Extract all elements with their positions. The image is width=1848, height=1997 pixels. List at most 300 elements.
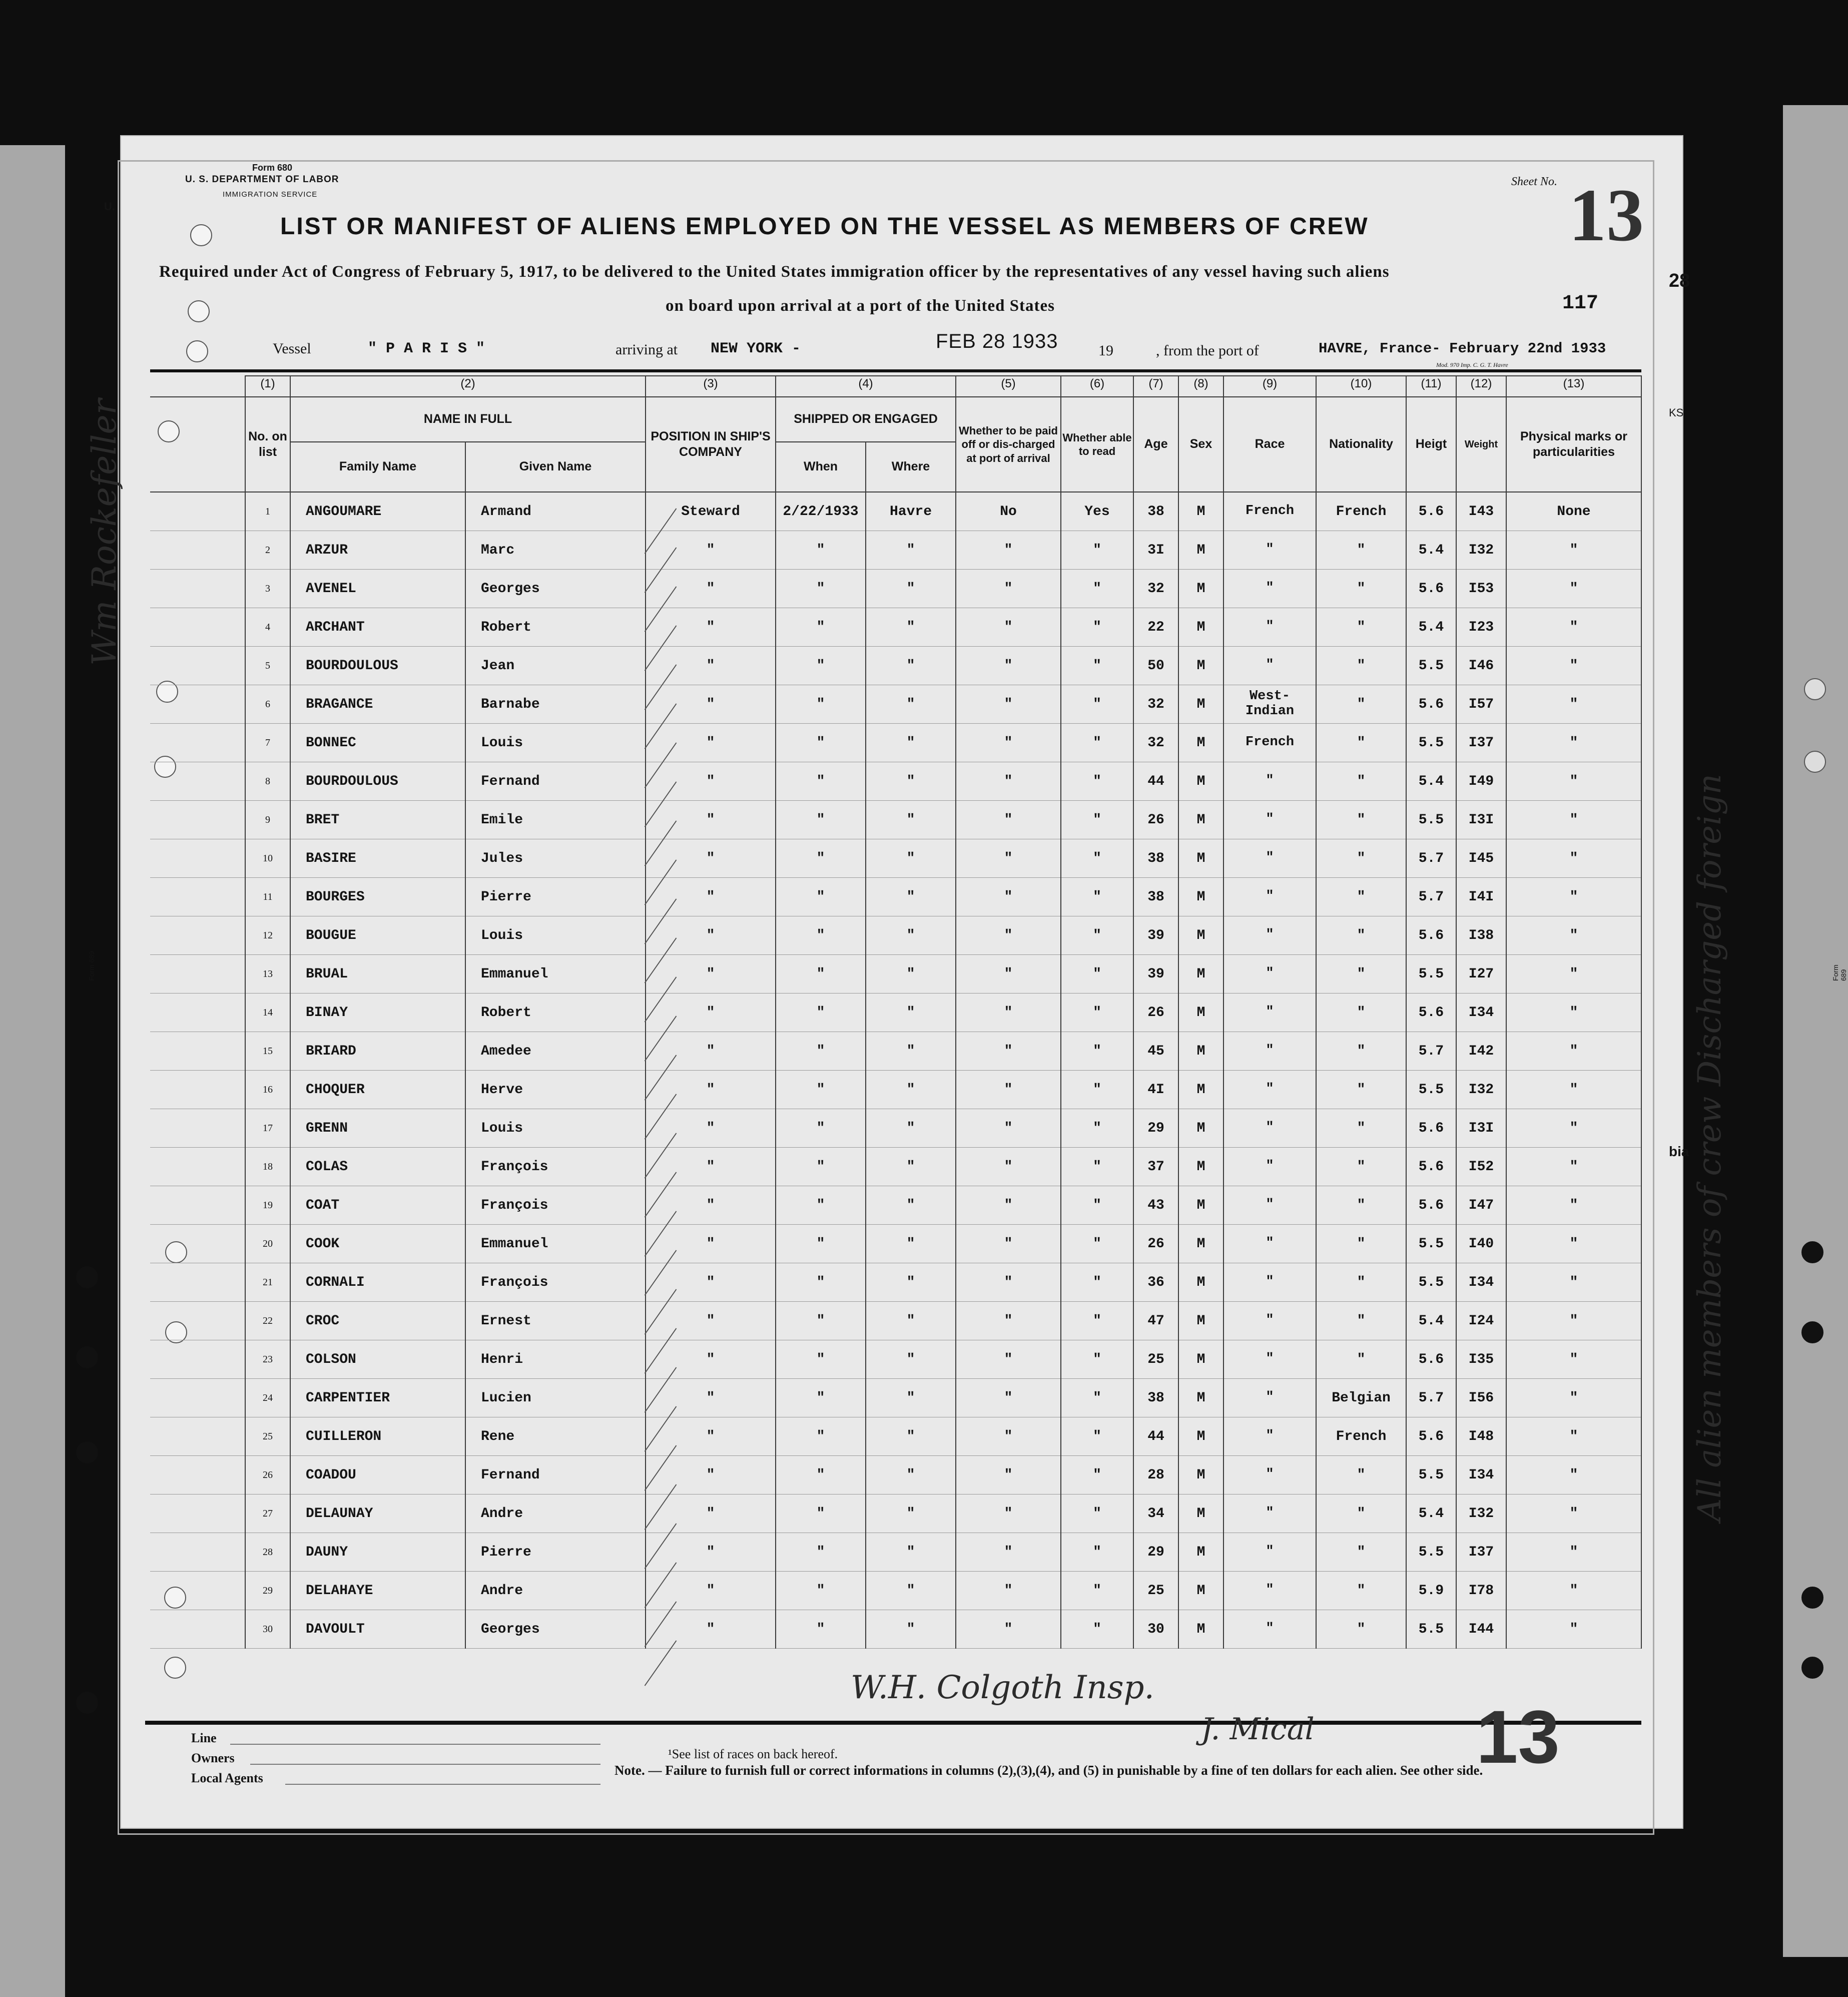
row-number: 9 bbox=[245, 801, 290, 839]
position-cell: " bbox=[646, 531, 776, 570]
family-name-cell: BRET bbox=[290, 801, 465, 839]
nationality-cell: " bbox=[1316, 724, 1406, 762]
able-to-read-cell: " bbox=[1061, 1494, 1133, 1533]
shipped-when-cell: " bbox=[776, 955, 866, 993]
table-row bbox=[150, 1610, 1641, 1649]
column-number: (4) bbox=[776, 376, 956, 397]
blank-margin-cell bbox=[150, 1533, 245, 1572]
header-where: Where bbox=[866, 442, 956, 492]
race-cell: West- Indian bbox=[1223, 685, 1316, 724]
sex-cell: M bbox=[1178, 1572, 1223, 1610]
physical-marks-cell: " bbox=[1506, 955, 1641, 993]
given-name-cell: Armand bbox=[465, 492, 646, 531]
sex-cell: M bbox=[1178, 1417, 1223, 1456]
shipped-when-cell: " bbox=[776, 1109, 866, 1148]
table-row bbox=[150, 1340, 1641, 1379]
weight-cell: I32 bbox=[1456, 531, 1506, 570]
page-count: 117 bbox=[1562, 292, 1599, 315]
position-cell: " bbox=[646, 1572, 776, 1610]
family-name-cell: COLSON bbox=[290, 1340, 465, 1379]
table-row bbox=[150, 1109, 1641, 1148]
paid-off-cell: " bbox=[956, 1225, 1061, 1263]
row-number: 8 bbox=[245, 762, 290, 801]
table-row bbox=[150, 608, 1641, 647]
weight-cell: I23 bbox=[1456, 608, 1506, 647]
header-able-to-read: Whether able to read bbox=[1061, 397, 1133, 492]
age-cell: 39 bbox=[1133, 916, 1178, 955]
blank-margin-cell bbox=[150, 1417, 245, 1456]
height-cell: 5.4 bbox=[1406, 762, 1456, 801]
header-paid-off: Whether to be paid off or dis-charged at port of arrival bbox=[956, 397, 1061, 492]
sex-cell: M bbox=[1178, 1225, 1223, 1263]
paid-off-cell: " bbox=[956, 685, 1061, 724]
row-number: 22 bbox=[245, 1302, 290, 1340]
shipped-when-cell: " bbox=[776, 1071, 866, 1109]
header-no-on-list: No. on list bbox=[245, 397, 290, 492]
column-number: (7) bbox=[1133, 376, 1178, 397]
arriving-port: NEW YORK - bbox=[711, 340, 801, 357]
shipped-when-cell: " bbox=[776, 1225, 866, 1263]
weight-cell: I35 bbox=[1456, 1340, 1506, 1379]
paid-off-cell: " bbox=[956, 608, 1061, 647]
nationality-cell: " bbox=[1316, 1263, 1406, 1302]
age-cell: 3I bbox=[1133, 531, 1178, 570]
from-port-label: , from the port of bbox=[1156, 342, 1259, 359]
able-to-read-cell: " bbox=[1061, 1340, 1133, 1379]
row-number: 12 bbox=[245, 916, 290, 955]
given-name-cell: Emmanuel bbox=[465, 1225, 646, 1263]
paid-off-cell: " bbox=[956, 1572, 1061, 1610]
row-number: 4 bbox=[245, 608, 290, 647]
able-to-read-cell: " bbox=[1061, 1456, 1133, 1494]
paid-off-cell: " bbox=[956, 801, 1061, 839]
able-to-read-cell: " bbox=[1061, 685, 1133, 724]
position-cell: " bbox=[646, 685, 776, 724]
weight-cell: I56 bbox=[1456, 1379, 1506, 1417]
able-to-read-cell: " bbox=[1061, 1610, 1133, 1649]
adjacent-page-right bbox=[1783, 105, 1848, 1957]
blank-margin-cell bbox=[150, 685, 245, 724]
nationality-cell: " bbox=[1316, 608, 1406, 647]
table-row bbox=[150, 1494, 1641, 1533]
shipped-when-cell: " bbox=[776, 801, 866, 839]
height-cell: 5.5 bbox=[1406, 1263, 1456, 1302]
owners-field bbox=[250, 1764, 600, 1765]
shipped-when-cell: " bbox=[776, 1148, 866, 1186]
table-row bbox=[150, 878, 1641, 916]
header-age: Age bbox=[1133, 397, 1178, 492]
shipped-where-cell: " bbox=[866, 955, 956, 993]
family-name-cell: AVENEL bbox=[290, 570, 465, 608]
weight-cell: I47 bbox=[1456, 1186, 1506, 1225]
able-to-read-cell: " bbox=[1061, 1071, 1133, 1109]
given-name-cell: Georges bbox=[465, 570, 646, 608]
table-row bbox=[150, 839, 1641, 878]
shipped-when-cell: " bbox=[776, 1494, 866, 1533]
nationality-cell: " bbox=[1316, 993, 1406, 1032]
blank-margin-cell bbox=[150, 570, 245, 608]
sex-cell: M bbox=[1178, 1533, 1223, 1572]
given-name-cell: François bbox=[465, 1263, 646, 1302]
position-cell: " bbox=[646, 1032, 776, 1071]
blank-margin-cell bbox=[150, 1186, 245, 1225]
given-name-cell: Amedee bbox=[465, 1032, 646, 1071]
position-cell: " bbox=[646, 1225, 776, 1263]
paid-off-cell: No bbox=[956, 492, 1061, 531]
family-name-cell: DELAUNAY bbox=[290, 1494, 465, 1533]
inspector-signature: W.H. Colgoth Insp. bbox=[851, 1669, 1154, 1706]
race-cell: " bbox=[1223, 570, 1316, 608]
shipped-when-cell: " bbox=[776, 1302, 866, 1340]
shipped-where-cell: " bbox=[866, 878, 956, 916]
column-number: (13) bbox=[1506, 376, 1641, 397]
nationality-cell: " bbox=[1316, 839, 1406, 878]
able-to-read-cell: " bbox=[1061, 531, 1133, 570]
given-name-cell: Pierre bbox=[465, 878, 646, 916]
manifest-title: LIST OR MANIFEST OF ALIENS EMPLOYED ON THE VESSEL AS MEMBERS OF CREW bbox=[280, 213, 1369, 240]
line-label: Line bbox=[191, 1731, 217, 1745]
paid-off-cell: " bbox=[956, 878, 1061, 916]
family-name-cell: DAUNY bbox=[290, 1533, 465, 1572]
shipped-where-cell: " bbox=[866, 608, 956, 647]
sheet-number: 13 bbox=[1569, 174, 1644, 257]
race-cell: " bbox=[1223, 839, 1316, 878]
paid-off-cell: " bbox=[956, 1071, 1061, 1109]
shipped-where-cell: " bbox=[866, 1610, 956, 1649]
physical-marks-cell: " bbox=[1506, 685, 1641, 724]
height-cell: 5.5 bbox=[1406, 1071, 1456, 1109]
weight-cell: I3I bbox=[1456, 801, 1506, 839]
nationality-cell: " bbox=[1316, 1302, 1406, 1340]
sex-cell: M bbox=[1178, 570, 1223, 608]
family-name-cell: DELAHAYE bbox=[290, 1572, 465, 1610]
height-cell: 5.6 bbox=[1406, 1148, 1456, 1186]
age-cell: 30 bbox=[1133, 1610, 1178, 1649]
row-number: 16 bbox=[245, 1071, 290, 1109]
physical-marks-cell: " bbox=[1506, 1186, 1641, 1225]
height-cell: 5.5 bbox=[1406, 1225, 1456, 1263]
shipped-when-cell: " bbox=[776, 647, 866, 685]
row-number: 11 bbox=[245, 878, 290, 916]
age-cell: 4I bbox=[1133, 1071, 1178, 1109]
age-cell: 32 bbox=[1133, 685, 1178, 724]
nationality-cell: " bbox=[1316, 1186, 1406, 1225]
nationality-cell: " bbox=[1316, 1071, 1406, 1109]
blank-margin-cell bbox=[150, 1456, 245, 1494]
height-cell: 5.5 bbox=[1406, 724, 1456, 762]
column-number: (12) bbox=[1456, 376, 1506, 397]
table-row bbox=[150, 1148, 1641, 1186]
height-cell: 5.5 bbox=[1406, 1610, 1456, 1649]
age-cell: 32 bbox=[1133, 724, 1178, 762]
blank-margin-cell bbox=[150, 1572, 245, 1610]
shipped-where-cell: " bbox=[866, 1302, 956, 1340]
blank-margin-cell bbox=[150, 801, 245, 839]
height-cell: 5.4 bbox=[1406, 1494, 1456, 1533]
able-to-read-cell: " bbox=[1061, 570, 1133, 608]
column-number: (8) bbox=[1178, 376, 1223, 397]
sex-cell: M bbox=[1178, 1109, 1223, 1148]
physical-marks-cell: " bbox=[1506, 839, 1641, 878]
shipped-when-cell: " bbox=[776, 916, 866, 955]
family-name-cell: CHOQUER bbox=[290, 1071, 465, 1109]
paid-off-cell: " bbox=[956, 570, 1061, 608]
table-row bbox=[150, 1071, 1641, 1109]
race-cell: " bbox=[1223, 1109, 1316, 1148]
given-name-cell: Jules bbox=[465, 839, 646, 878]
paid-off-cell: " bbox=[956, 1263, 1061, 1302]
physical-marks-cell: " bbox=[1506, 878, 1641, 916]
blank-margin-cell bbox=[150, 1379, 245, 1417]
blank-margin-cell bbox=[150, 1610, 245, 1649]
able-to-read-cell: " bbox=[1061, 608, 1133, 647]
table-row bbox=[150, 1572, 1641, 1610]
height-cell: 5.5 bbox=[1406, 801, 1456, 839]
position-cell: " bbox=[646, 1533, 776, 1572]
blank-margin-cell bbox=[150, 531, 245, 570]
weight-cell: I78 bbox=[1456, 1572, 1506, 1610]
able-to-read-cell: " bbox=[1061, 801, 1133, 839]
shipped-when-cell: " bbox=[776, 1186, 866, 1225]
sex-cell: M bbox=[1178, 1494, 1223, 1533]
weight-cell: I40 bbox=[1456, 1225, 1506, 1263]
sex-cell: M bbox=[1178, 1032, 1223, 1071]
physical-marks-cell: " bbox=[1506, 1263, 1641, 1302]
given-name-cell: Rene bbox=[465, 1417, 646, 1456]
header-rule bbox=[150, 369, 1641, 372]
sheet-label: Sheet No. bbox=[1511, 175, 1557, 188]
race-cell: " bbox=[1223, 762, 1316, 801]
shipped-when-cell: " bbox=[776, 1417, 866, 1456]
nationality-cell: " bbox=[1316, 1533, 1406, 1572]
nationality-cell: " bbox=[1316, 1225, 1406, 1263]
physical-marks-cell: " bbox=[1506, 570, 1641, 608]
race-cell: French bbox=[1223, 724, 1316, 762]
position-cell: " bbox=[646, 724, 776, 762]
race-cell: " bbox=[1223, 878, 1316, 916]
weight-cell: I34 bbox=[1456, 993, 1506, 1032]
right-page-fragment: 28 bbox=[1669, 270, 1690, 291]
family-name-cell: BRAGANCE bbox=[290, 685, 465, 724]
sex-cell: M bbox=[1178, 878, 1223, 916]
weight-cell: I42 bbox=[1456, 1032, 1506, 1071]
physical-marks-cell: " bbox=[1506, 1494, 1641, 1533]
paid-off-cell: " bbox=[956, 1610, 1061, 1649]
departure-port-date: HAVRE, France- February 22nd 1933 bbox=[1319, 340, 1606, 357]
age-cell: 39 bbox=[1133, 955, 1178, 993]
race-cell: " bbox=[1223, 1186, 1316, 1225]
nationality-cell: " bbox=[1316, 570, 1406, 608]
physical-marks-cell: " bbox=[1506, 1302, 1641, 1340]
punch-hole bbox=[1801, 1321, 1823, 1343]
given-name-cell: Emmanuel bbox=[465, 955, 646, 993]
position-cell: " bbox=[646, 1186, 776, 1225]
header-race: Race bbox=[1223, 397, 1316, 492]
position-cell: " bbox=[646, 647, 776, 685]
column-number: (5) bbox=[956, 376, 1061, 397]
shipped-when-cell: " bbox=[776, 685, 866, 724]
shipped-where-cell: " bbox=[866, 1186, 956, 1225]
height-cell: 5.5 bbox=[1406, 955, 1456, 993]
row-number: 21 bbox=[245, 1263, 290, 1302]
age-cell: 29 bbox=[1133, 1533, 1178, 1572]
sex-cell: M bbox=[1178, 801, 1223, 839]
weight-cell: I27 bbox=[1456, 955, 1506, 993]
height-cell: 5.4 bbox=[1406, 608, 1456, 647]
family-name-cell: BASIRE bbox=[290, 839, 465, 878]
row-number: 28 bbox=[245, 1533, 290, 1572]
able-to-read-cell: " bbox=[1061, 839, 1133, 878]
punch-hole bbox=[76, 1692, 98, 1714]
row-number: 23 bbox=[245, 1340, 290, 1379]
paid-off-cell: " bbox=[956, 1032, 1061, 1071]
service-name: IMMIGRATION SERVICE bbox=[223, 190, 318, 199]
given-name-cell: Ernest bbox=[465, 1302, 646, 1340]
nationality-cell: French bbox=[1316, 1417, 1406, 1456]
blank-margin-cell bbox=[150, 492, 245, 531]
able-to-read-cell: " bbox=[1061, 724, 1133, 762]
height-cell: 5.6 bbox=[1406, 1340, 1456, 1379]
owners-label: Owners bbox=[191, 1751, 235, 1765]
paid-off-cell: " bbox=[956, 916, 1061, 955]
sex-cell: M bbox=[1178, 839, 1223, 878]
arrival-date-stamp: FEB 28 1933 bbox=[936, 330, 1058, 352]
margin-note-left: Wm Rockefeller bbox=[85, 398, 124, 666]
paid-off-cell: " bbox=[956, 1109, 1061, 1148]
physical-marks-cell: " bbox=[1506, 1417, 1641, 1456]
age-cell: 50 bbox=[1133, 647, 1178, 685]
table-row bbox=[150, 1456, 1641, 1494]
nationality-cell: Belgian bbox=[1316, 1379, 1406, 1417]
blank-margin-cell bbox=[150, 1302, 245, 1340]
position-cell: " bbox=[646, 762, 776, 801]
given-name-cell: Louis bbox=[465, 1109, 646, 1148]
arriving-label: arriving at bbox=[615, 341, 678, 358]
column-number: (1) bbox=[245, 376, 290, 397]
paid-off-cell: " bbox=[956, 1379, 1061, 1417]
family-name-cell: BOURDOULOUS bbox=[290, 762, 465, 801]
family-name-cell: BOURGES bbox=[290, 878, 465, 916]
shipped-where-cell: " bbox=[866, 1109, 956, 1148]
department-name: U. S. DEPARTMENT OF LABOR bbox=[185, 174, 339, 185]
physical-marks-cell: " bbox=[1506, 762, 1641, 801]
family-name-cell: BINAY bbox=[290, 993, 465, 1032]
shipped-when-cell: " bbox=[776, 1456, 866, 1494]
position-cell: " bbox=[646, 1610, 776, 1649]
sex-cell: M bbox=[1178, 685, 1223, 724]
sex-cell: M bbox=[1178, 993, 1223, 1032]
row-number: 20 bbox=[245, 1225, 290, 1263]
family-name-cell: CROC bbox=[290, 1302, 465, 1340]
shipped-where-cell: " bbox=[866, 1494, 956, 1533]
position-cell: " bbox=[646, 916, 776, 955]
family-name-cell: BRUAL bbox=[290, 955, 465, 993]
blank-margin-cell bbox=[150, 608, 245, 647]
weight-cell: I32 bbox=[1456, 1494, 1506, 1533]
physical-marks-cell: " bbox=[1506, 1109, 1641, 1148]
physical-marks-cell: " bbox=[1506, 608, 1641, 647]
race-cell: " bbox=[1223, 1340, 1316, 1379]
age-cell: 45 bbox=[1133, 1032, 1178, 1071]
height-cell: 5.6 bbox=[1406, 1417, 1456, 1456]
shipped-where-cell: " bbox=[866, 1572, 956, 1610]
right-page-fragment: KS bbox=[1669, 406, 1684, 419]
sex-cell: M bbox=[1178, 531, 1223, 570]
race-cell: " bbox=[1223, 531, 1316, 570]
position-cell: " bbox=[646, 955, 776, 993]
physical-marks-cell: " bbox=[1506, 647, 1641, 685]
blank-margin-cell bbox=[150, 1263, 245, 1302]
able-to-read-cell: " bbox=[1061, 878, 1133, 916]
row-number: 18 bbox=[245, 1148, 290, 1186]
height-cell: 5.6 bbox=[1406, 1186, 1456, 1225]
paid-off-cell: " bbox=[956, 1533, 1061, 1572]
weight-cell: I32 bbox=[1456, 1071, 1506, 1109]
position-cell: " bbox=[646, 878, 776, 916]
weight-cell: I53 bbox=[1456, 570, 1506, 608]
row-number: 10 bbox=[245, 839, 290, 878]
blank-margin-cell bbox=[150, 916, 245, 955]
height-cell: 5.5 bbox=[1406, 647, 1456, 685]
sex-cell: M bbox=[1178, 608, 1223, 647]
nationality-cell: " bbox=[1316, 1109, 1406, 1148]
weight-cell: I37 bbox=[1456, 1533, 1506, 1572]
sex-cell: M bbox=[1178, 1456, 1223, 1494]
position-cell: " bbox=[646, 1340, 776, 1379]
header-shipped-or-engaged: SHIPPED OR ENGAGED bbox=[776, 397, 956, 442]
paid-off-cell: " bbox=[956, 1302, 1061, 1340]
blank-margin-cell bbox=[150, 1071, 245, 1109]
column-number: (3) bbox=[646, 376, 776, 397]
family-name-cell: COOK bbox=[290, 1225, 465, 1263]
nationality-cell: " bbox=[1316, 685, 1406, 724]
local-agents-field bbox=[285, 1784, 600, 1785]
able-to-read-cell: " bbox=[1061, 1109, 1133, 1148]
given-name-cell: Fernand bbox=[465, 762, 646, 801]
punch-hole bbox=[1801, 1657, 1823, 1679]
able-to-read-cell: " bbox=[1061, 1263, 1133, 1302]
header-height: Heigt bbox=[1406, 397, 1456, 492]
shipped-where-cell: " bbox=[866, 762, 956, 801]
race-cell: " bbox=[1223, 955, 1316, 993]
position-cell: " bbox=[646, 1302, 776, 1340]
given-name-cell: Jean bbox=[465, 647, 646, 685]
family-name-cell: DAVOULT bbox=[290, 1610, 465, 1649]
vessel-name: " P A R I S " bbox=[368, 340, 485, 357]
physical-marks-cell: " bbox=[1506, 1572, 1641, 1610]
row-number: 5 bbox=[245, 647, 290, 685]
physical-marks-cell: " bbox=[1506, 1456, 1641, 1494]
sex-cell: M bbox=[1178, 1379, 1223, 1417]
given-name-cell: Marc bbox=[465, 531, 646, 570]
family-name-cell: CUILLERON bbox=[290, 1417, 465, 1456]
local-agents-label: Local Agents bbox=[191, 1771, 263, 1785]
family-name-cell: BONNEC bbox=[290, 724, 465, 762]
height-cell: 5.6 bbox=[1406, 993, 1456, 1032]
shipped-where-cell: " bbox=[866, 916, 956, 955]
crew-manifest-table bbox=[150, 375, 1642, 1649]
shipped-when-cell: " bbox=[776, 1263, 866, 1302]
punch-hole bbox=[1801, 1587, 1823, 1609]
race-cell: " bbox=[1223, 1610, 1316, 1649]
family-name-cell: BOUGUE bbox=[290, 916, 465, 955]
column-number: (2) bbox=[290, 376, 646, 397]
physical-marks-cell: " bbox=[1506, 1032, 1641, 1071]
table-row bbox=[150, 570, 1641, 608]
sex-cell: M bbox=[1178, 762, 1223, 801]
punch-hole bbox=[1804, 751, 1826, 773]
punch-hole bbox=[190, 224, 212, 246]
